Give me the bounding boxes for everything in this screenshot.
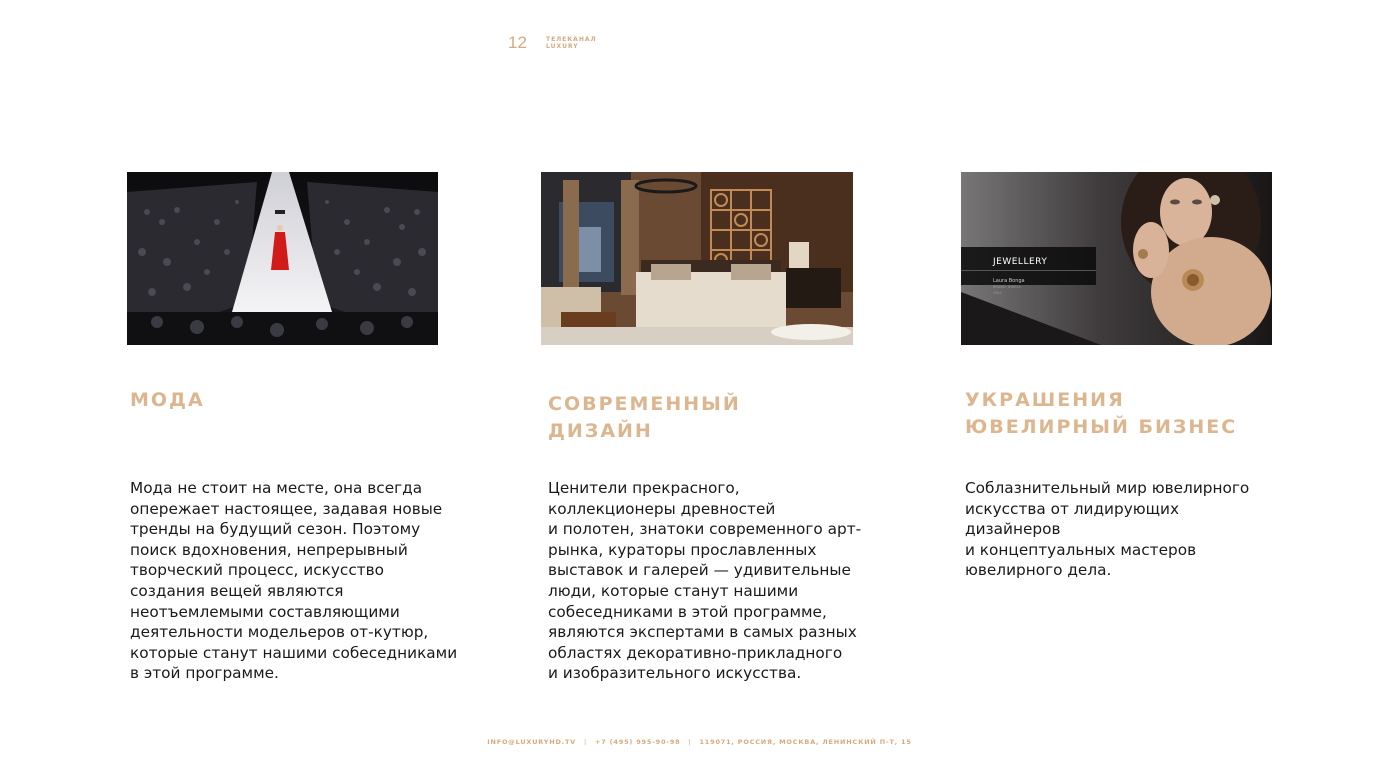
text-line: Соблазнительный мир ювелирного (965, 479, 1250, 497)
text-line: рынка, кураторы прославленных (548, 540, 817, 559)
brand-line-2: LUXURY (546, 43, 579, 50)
text-line: Мода не стоит на месте, она всегда (130, 479, 423, 497)
footer-separator: | (584, 738, 588, 746)
heading-line: ЮВЕЛИРНЫЙ БИЗНЕС (965, 416, 1238, 438)
jewellery-caption-line3: ITALY (993, 291, 1002, 295)
text-line: опережает настоящее, задавая новые (130, 499, 443, 518)
jewellery-caption-name: Laura Bonga (993, 278, 1025, 284)
footer-email[interactable]: INFO@LUXURYHD.TV (487, 738, 577, 746)
jewellery-image (961, 172, 1272, 345)
jewellery-caption-title: JEWELLERY (993, 257, 1048, 267)
text-line: деятельности модельеров от-кутюр, (130, 623, 429, 642)
text-line: в этой программе. (130, 664, 279, 683)
text-line: неотъемлемыми составляющими (130, 602, 400, 621)
text-line: и полотен, знатоки современного арт- (548, 520, 862, 539)
text-line: собеседниками в этой программе, (548, 602, 827, 621)
brand-line-1: ТЕЛЕКАНАЛ (546, 36, 597, 43)
heading-line: МОДА (130, 389, 205, 411)
heading-modern-design (548, 391, 741, 445)
jewellery-caption-details (993, 278, 1025, 296)
footer-phone[interactable]: +7 (495) 995-90-98 (595, 738, 681, 746)
interior-bedroom-image (541, 172, 853, 345)
text-line: областях декоративно-прикладного (548, 643, 843, 662)
footer-address: 119071, РОССИЯ, МОСКВА, ЛЕНИНСКИЙ П-Т, 15 (699, 738, 912, 746)
text-line: искусства от лидирующих (965, 499, 1180, 518)
text-line: которые станут нашими собеседниками (130, 643, 458, 662)
text-line: поиск вдохновения, непрерывный (130, 540, 408, 559)
fashion-runway-image (127, 172, 438, 345)
text-line: Ценители прекрасного, (548, 479, 740, 497)
text-line: коллекционеры древностей (548, 499, 776, 518)
jewellery-caption-line2: BRAND: JEWELS (993, 285, 1021, 289)
fashion-description (130, 478, 457, 684)
design-description (548, 478, 861, 684)
text-line: творческий процесс, искусство (130, 561, 385, 580)
text-line: являются экспертами в самых разных (548, 623, 857, 642)
text-line: люди, которые станут нашими (548, 581, 799, 600)
text-line: создания вещей являются (130, 581, 344, 600)
jewellery-description (965, 478, 1249, 581)
footer-contacts (0, 738, 1399, 746)
text-line: ювелирного дела. (965, 561, 1112, 580)
footer-separator: | (688, 738, 692, 746)
heading-line: ДИЗАЙН (548, 420, 653, 442)
text-line: выставок и галерей — удивительные (548, 561, 851, 580)
page-number: 12 (508, 33, 527, 52)
heading-jewellery (965, 387, 1237, 441)
text-line: дизайнеров (965, 520, 1061, 539)
heading-line: СОВРЕМЕННЫЙ (548, 393, 741, 415)
text-line: и изобразительного искусства. (548, 664, 802, 683)
brand-logo (546, 36, 596, 50)
heading-line: УКРАШЕНИЯ (965, 389, 1125, 411)
heading-fashion (130, 387, 205, 414)
text-line: и концептуальных мастеров (965, 540, 1197, 559)
text-line: тренды на будущий сезон. Поэтому (130, 520, 421, 539)
